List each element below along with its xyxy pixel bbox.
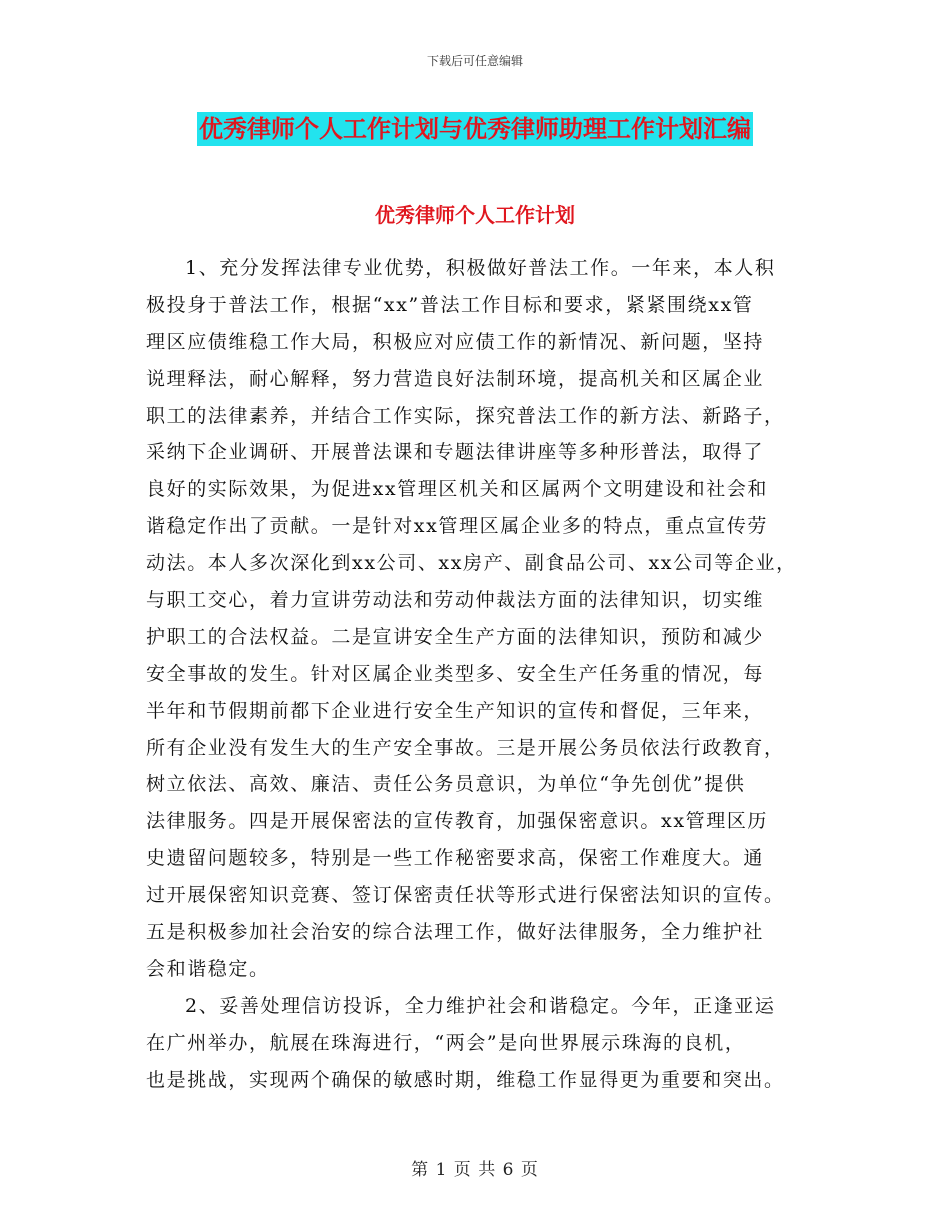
- body-line: 也是挑战，实现两个确保的敏感时期，维稳工作显得更为重要和突出。: [146, 1068, 785, 1091]
- body-line: 说理释法，耐心解释，努力营造良好法制环境，提高机关和区属企业: [146, 367, 765, 390]
- body-line: 护职工的合法权益。二是宣讲安全生产方面的法律知识，预防和减少: [146, 625, 765, 648]
- body-line: 理区应债维稳工作大局，积极应对应债工作的新情况、新问题，坚持: [146, 330, 765, 353]
- body-line: 动法。本人多次深化到xx公司、xx房产、副食品公司、xx公司等企业，: [146, 552, 797, 575]
- section-title: 优秀律师个人工作计划: [375, 203, 575, 227]
- body-line: 安全事故的发生。针对区属企业类型多、安全生产任务重的情况，每: [146, 662, 765, 685]
- body-line: 会和谐稳定。: [146, 957, 270, 980]
- body-line: 1、充分发挥法律专业优势，积极做好普法工作。一年来，本人积: [185, 257, 776, 279]
- body-line: 与职工交心，着力宣讲劳动法和劳动仲裁法方面的法律知识，切实维: [146, 589, 765, 612]
- body-line: 法律服务。四是开展保密法的宣传教育，加强保密意识。xx管理区历: [146, 810, 769, 833]
- body-line: 采纳下企业调研、开展普法课和专题法律讲座等多种形普法，取得了: [146, 441, 765, 464]
- main-title-wrap: [0, 112, 950, 146]
- body-line: 所有企业没有发生大的生产安全事故。三是开展公务员依法行政教育，: [146, 736, 785, 759]
- body-line: 过开展保密知识竞赛、签订保密责任状等形式进行保密法知识的宣传。: [146, 884, 785, 907]
- page-footer: 第 1 页 共 6 页: [411, 1160, 539, 1180]
- body-line: 在广州举办，航展在珠海进行，“两会”是向世界展示珠海的良机，: [146, 1031, 746, 1054]
- body-line: 2、妥善处理信访投诉，全力维护社会和谐稳定。今年，正逢亚运: [185, 994, 776, 1017]
- body-line: 史遗留问题较多，特别是一些工作秘密要求高，保密工作难度大。通: [146, 847, 765, 870]
- body-line: 半年和节假期前都下企业进行安全生产知识的宣传和督促，三年来，: [146, 699, 765, 722]
- body-line: 极投身于普法工作，根据“xx”普法工作目标和要求，紧紧围绕xx管: [146, 293, 754, 316]
- body-line: 树立依法、高效、廉洁、责任公务员意识，为单位“争先创优”提供: [146, 773, 746, 796]
- body-line: 良好的实际效果，为促进xx管理区机关和区属两个文明建设和社会和: [146, 478, 769, 501]
- body-line: 职工的法律素养，并结合工作实际，探究普法工作的新方法、新路子，: [146, 404, 785, 427]
- body-line: 谐稳定作出了贡献。一是针对xx管理区属企业多的特点，重点宣传劳: [146, 515, 769, 538]
- main-title: 优秀律师个人工作计划与优秀律师助理工作计划汇编: [197, 112, 753, 146]
- body-text: [146, 250, 836, 1098]
- header-note: 下载后可任意编辑: [426, 54, 523, 68]
- body-line: 五是积极参加社会治安的综合法理工作，做好法律服务，全力维护社: [146, 921, 765, 944]
